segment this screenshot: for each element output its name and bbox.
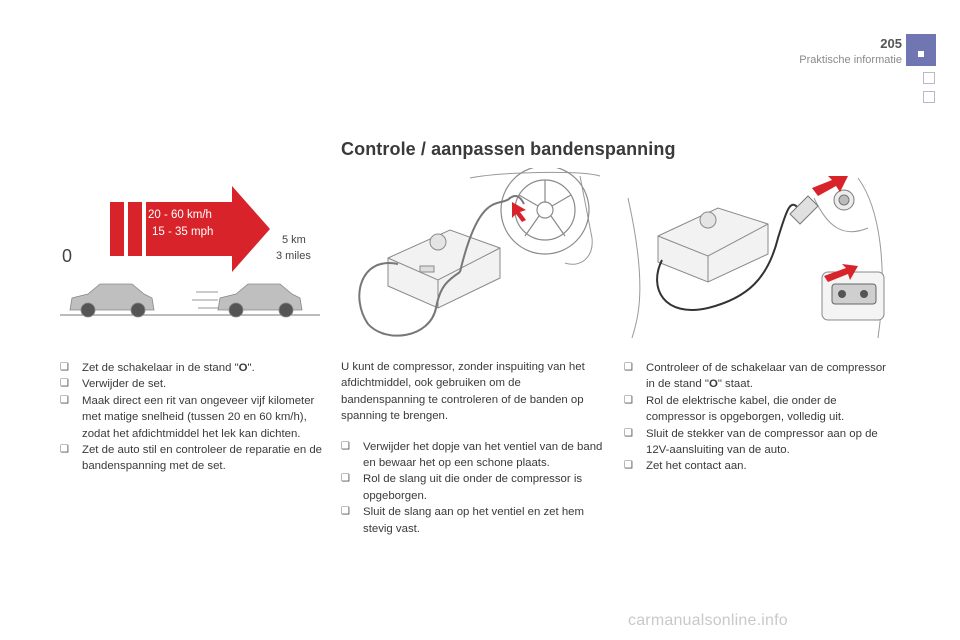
car-moving-icon bbox=[192, 284, 302, 317]
compressor-icon bbox=[658, 208, 768, 282]
list-item: ❑ Maak direct een rit van ongeveer vijf kilometer met matige snelheid (tussen 20 en 60 km/h), zodat het afdichtmiddel het lek kan dichten. bbox=[60, 394, 315, 440]
chapter-tab bbox=[906, 34, 936, 66]
start-label: 0 bbox=[62, 246, 73, 266]
checkbox-bullet-icon: ❑ bbox=[341, 440, 350, 452]
list-item: ❑ Verwijder het dopje van het ventiel van de band en bewaar het op een schone plaats. bbox=[341, 440, 603, 470]
plug-12v-icon bbox=[790, 190, 854, 224]
checkbox-bullet-icon: ❑ bbox=[60, 362, 69, 373]
instruction-list bbox=[624, 360, 886, 475]
watermark: carmanualsonline.info bbox=[628, 612, 788, 629]
list-item: ❑ Zet de schakelaar in de stand "O". bbox=[60, 360, 322, 376]
compressor-hose-illustration bbox=[340, 168, 602, 338]
instruction-list bbox=[60, 360, 322, 475]
list-item: ❑ Sluit de slang aan op het ventiel en zet hem stevig vast. bbox=[341, 506, 584, 535]
speed-distance-illustration bbox=[60, 180, 322, 320]
car-start-icon bbox=[70, 284, 154, 317]
list-item: ❑ Zet het contact aan. bbox=[624, 458, 886, 474]
list-item: ❑ Verwijder de set. bbox=[60, 376, 322, 392]
distance-miles-label: 3 miles bbox=[276, 250, 311, 262]
checkbox-bullet-icon: ❑ bbox=[624, 427, 633, 439]
column-power-connection bbox=[624, 360, 886, 475]
checkbox-bullet-icon: ❑ bbox=[60, 378, 69, 390]
intro-paragraph: U kunt de compressor, zonder inspuiting van het afdichtmiddel, ook gebruiken om de bandenspanning te controleren of de banden op spanning te brengen. bbox=[341, 361, 585, 423]
valve-arrow-icon bbox=[512, 202, 526, 222]
speed-kmh-label: 20 - 60 km/h bbox=[148, 209, 212, 221]
compressor-icon bbox=[388, 230, 500, 308]
checkbox-bullet-icon: ❑ bbox=[60, 444, 69, 456]
list-item: ❑ Sluit de stekker van de compressor aan op de 12V-aansluiting van de auto. bbox=[624, 427, 878, 457]
list-item: ❑ Zet de auto stil en controleer de reparatie en de bandenspanning met de set. bbox=[60, 444, 322, 473]
page-title: Controle / aanpassen bandenspanning bbox=[341, 139, 676, 159]
column-hose-connection bbox=[341, 359, 603, 537]
checkbox-bullet-icon: ❑ bbox=[60, 394, 69, 406]
speed-mph-label: 15 - 35 mph bbox=[152, 226, 214, 238]
checkbox-bullet-icon: ❑ bbox=[341, 506, 350, 518]
column-after-repair bbox=[60, 360, 322, 475]
compressor-12v-illustration bbox=[618, 168, 890, 344]
section-title: Praktische informatie bbox=[799, 54, 902, 66]
list-item: ❑ Controleer of de schakelaar van de compressor in de stand "O" staat. bbox=[624, 362, 886, 391]
instruction-list bbox=[341, 439, 603, 537]
checkbox-bullet-icon: ❑ bbox=[624, 394, 633, 406]
distance-km-label: 5 km bbox=[282, 234, 306, 246]
list-item: ❑ Rol de elektrische kabel, die onder de compressor is opgeborgen, volledig uit. bbox=[624, 394, 845, 424]
chapter-tab-box bbox=[923, 72, 935, 84]
chapter-tab-box bbox=[923, 91, 935, 103]
checkbox-bullet-icon: ❑ bbox=[624, 362, 633, 373]
page-number: 205 bbox=[880, 36, 902, 51]
checkbox-bullet-icon: ❑ bbox=[624, 460, 633, 472]
list-item: ❑ Rol de slang uit die onder de compressor is opgeborgen. bbox=[341, 473, 583, 502]
tab-marker-icon bbox=[918, 51, 924, 57]
checkbox-bullet-icon: ❑ bbox=[341, 473, 350, 485]
